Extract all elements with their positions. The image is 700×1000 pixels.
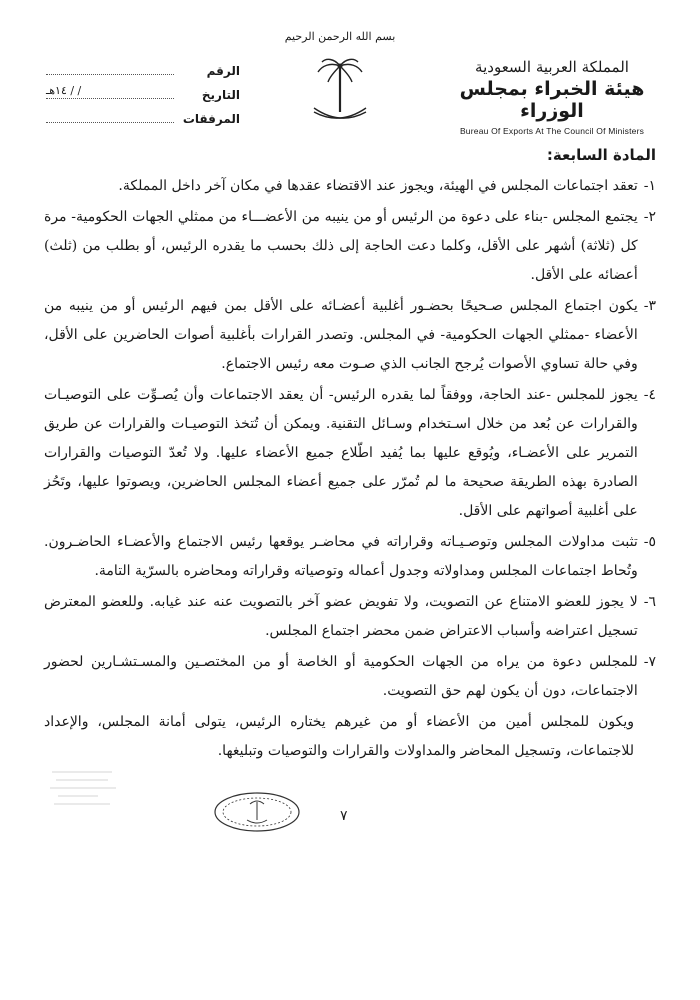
faded-stamp-icon xyxy=(42,760,132,820)
authority-name: هيئة الخبراء بمجلس الوزراء xyxy=(459,78,645,122)
date-line xyxy=(46,84,174,99)
clause xyxy=(44,528,656,586)
clause-text: تثبت مداولات المجلس وتوصـيـاته وقراراته في محاضـر يوقعها رئيس الاجتماع والأعضـاء الحاضـرون. وتُحاط اجتماعات المجلس ومداولاته وجدول أعماله وتوصياته وقراراته ومحاضره بالسرّية التامة. xyxy=(44,534,638,579)
date-label: التاريخ xyxy=(201,88,240,102)
clause xyxy=(44,381,656,526)
saudi-emblem-icon xyxy=(300,52,380,132)
clause-text: يكون اجتماع المجلس صـحيحًا بحضـور أغلبية أعضـائه على الأقل بمن فيهم الرئيس أو من ينيبه من الأعضاء -ممثلي الجهات الحكومية- في المجلس. وتصدر القرارات بأغلبية أصوات الحاضرين على الأقل، وفي حالة تساوي الأصوات يُرجح الجانب الذي صـوت معه رئيس الاجتماع. xyxy=(44,298,638,372)
article-body xyxy=(44,146,656,766)
number-label: الرقم xyxy=(206,64,240,78)
clause-text: تعقد اجتماعات المجلس في الهيئة، ويجوز عند الاقتضاء عقدها في مكان آخر داخل المملكة. xyxy=(118,178,638,194)
date-row xyxy=(40,84,240,108)
official-seal-icon xyxy=(212,790,302,834)
page-number: ٧ xyxy=(340,808,348,824)
article-title: المادة السابعة: xyxy=(546,146,656,164)
clause-text: يجوز للمجلس -عند الحاجة، ووفقاً لما يقدره الرئيس- أن يعقد الاجتماعات وأن يُصـوِّت على التوصيـات والقرارات عن بُعد من خلال اسـتخدام وسـائل التقنية. ويمكن أن تُتخذ التوصيـات والقرارات عن طريق التمرير على الأعضـاء، ويُوقع عليها بما يُفيد اطّلاع جميع الأعضاء عليها. ولا تُعدّ التوصيات والقرارات الصادرة بهذه الطريقة صحيحة ما لم تُمرّر على جميع أعضاء المجلس الحاضرين، ويصوتوا عليها، وتَحُز على أغلبية أصواتهم على الأقل. xyxy=(44,387,638,519)
number-line xyxy=(46,60,174,75)
reference-block xyxy=(40,60,240,132)
clause-number: ٢- xyxy=(643,209,656,225)
number-row xyxy=(40,60,240,84)
attachments-label: المرفقات xyxy=(182,112,240,126)
issuer-block xyxy=(452,58,652,136)
clause xyxy=(44,588,656,646)
clause xyxy=(44,203,656,290)
closing-paragraph: ويكون للمجلس أمين من الأعضاء أو من غيرهم يختاره الرئيس، يتولى أمانة المجلس، والإعداد للاجتماعات، وتسجيل المحاضر والمداولات والقرارات والتوصيات وتبليغها. xyxy=(44,714,634,759)
clause-number: ٣- xyxy=(643,298,656,314)
clause-number: ٦- xyxy=(643,594,656,610)
basmala: بسم الله الرحمن الرحيم xyxy=(284,30,396,43)
clause xyxy=(44,648,656,706)
clause-number: ١- xyxy=(643,178,656,194)
clause xyxy=(44,172,656,201)
kingdom-name: المملكة العربية السعودية xyxy=(475,58,629,76)
clause-number: ٧- xyxy=(643,654,656,670)
clause xyxy=(44,292,656,379)
clause-text: لا يجوز للعضو الامتناع عن التصويت، ولا تفويض عضو آخر بالتصويت عنه عند غيابه. وللعضو المعترض تسجيل اعتراضه وأسباب الاعتراض ضمن محضر اجتماع المجلس. xyxy=(44,594,638,639)
clause-text: للمجلس دعوة من يراه من الجهات الحكومية أو الخاصة أو من المختصـين والمسـتشـارين لحضور الاجتماعات، دون أن يكون لهم حق التصويت. xyxy=(44,654,638,699)
attachments-line xyxy=(46,108,174,123)
attachments-row xyxy=(40,108,240,132)
clause-number: ٤- xyxy=(643,387,656,403)
date-value: ١٤هـ / / xyxy=(46,84,82,97)
bureau-name-english: Bureau Of Exports At The Council Of Ministers xyxy=(459,126,645,136)
clause-number: ٥- xyxy=(643,534,656,550)
clause-text: يجتمع المجلس -بناء على دعوة من الرئيس أو من ينيبه من الأعضـــاء من ممثلي الجهات الحكومية- مرة كل (ثلاثة) أشهر على الأقل، وكلما دعت الحاجة إلى ذلك بحسب ما يقدره الرئيس، أو بطلب من (ثلث) أعضائه على الأقل. xyxy=(44,209,638,283)
